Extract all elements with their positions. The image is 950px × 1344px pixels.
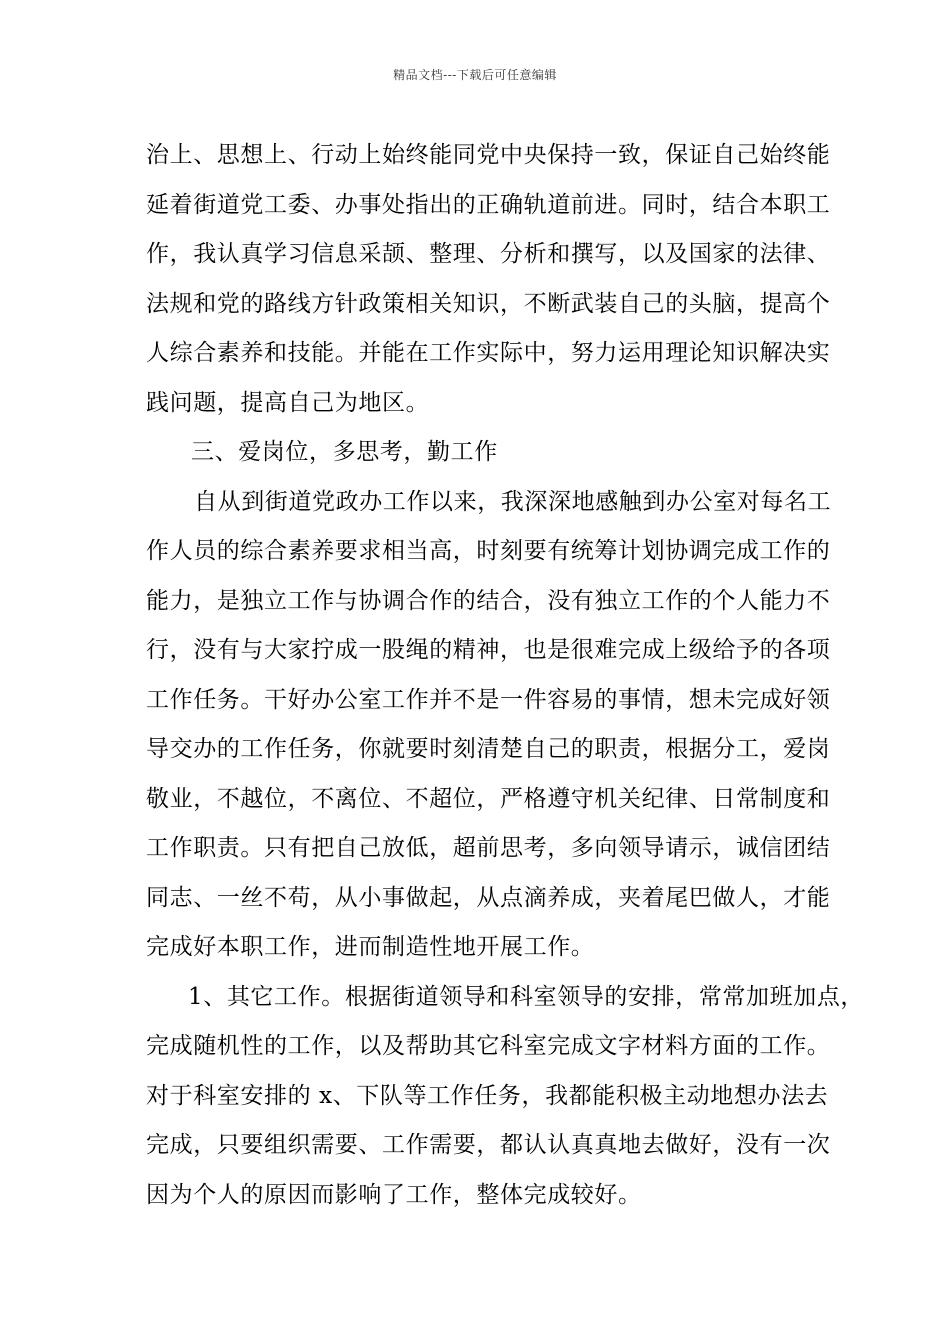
section-heading: 三、爱岗位，多思考，勤工作 [191,439,498,465]
text-line: 工作任务。干好办公室工作并不是一件容易的事情，想未完成好领 [146,686,831,713]
text-line: 同志、一丝不苟，从小事做起，从点滴养成，夹着尾巴做人，才能 [146,884,831,911]
text-line: 敬业，不越位，不离位、不超位，严格遵守机关纪律、日常制度和 [146,785,831,812]
text-line: 因为个人的原因而影响了工作，整体完成较好。 [146,1181,642,1208]
text-line: 治上、思想上、行动上始终能同党中央保持一致，保证自己始终能 [146,142,831,168]
text-line: 完成，只要组织需要、工作需要，都认认真真地去做好，没有一次 [146,1132,831,1158]
text-line: 工作职责。只有把自己放低，超前思考，多向领导请示，诚信团结 [146,835,831,861]
text-line: 导交办的工作任务，你就要时刻清楚自己的职责，根据分工，爱岗 [146,736,831,762]
text-line: 能力，是独立工作与协调合作的结合，没有独立工作的个人能力不 [146,587,831,614]
text-line: 人综合素养和技能。并能在工作实际中，努力运用理论知识解决实 [146,340,831,366]
text-line: 法规和党的路线方针政策相关知识，不断武装自己的头脑，提高个 [146,290,831,317]
paragraph-first-line: 自从到街道党政办工作以来，我深深地感触到办公室对每名工 [194,488,832,515]
text-line: 作，我认真学习信息采颉、整理、分析和撰写，以及国家的法律、 [146,241,831,267]
text-line: 作人员的综合素养要求相当高，时刻要有统筹计划协调完成工作的 [146,538,831,564]
page-header: 精品文档---下载后可任意编辑 [393,68,557,82]
text-line: 完成好本职工作，进而制造性地开展工作。 [146,934,595,960]
text-line: 延着街道党工委、办事处指出的正确轨道前进。同时，结合本职工 [146,191,831,218]
paragraph-first-line: 1、其它工作。根据街道领导和科室领导的安排，常常加班加点， [188,983,865,1010]
text-line: 完成随机性的工作，以及帮助其它科室完成文字材料方面的工作。 [146,1033,831,1059]
text-line: 践问题，提高自己为地区。 [146,389,430,416]
document-body [146,131,865,1220]
text-line: 行，没有与大家拧成一股绳的精神，也是很难完成上级给予的各项 [146,637,831,663]
text-line: 对于科室安排的 x、下队等工作任务，我都能积极主动地想办法去 [146,1082,829,1109]
